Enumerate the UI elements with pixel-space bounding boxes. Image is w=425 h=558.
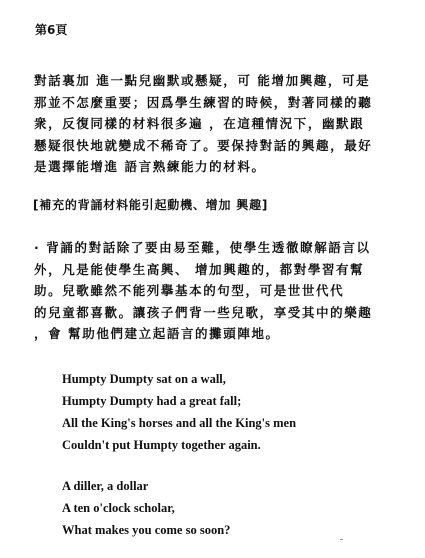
poem-diller-dollar [62,475,230,541]
paragraph-line: 對話裏加 進一點兒幽默或懸疑，可 能增加興趣，可是 [34,73,371,88]
scan-speck [340,539,343,540]
poem-humpty-dumpty [62,368,296,456]
poem-line: All the King's horses and all the King's men [62,416,297,430]
paragraph-line: 衆，反復同樣的材料很多遍 ，在這種情況下，幽默跟 [34,116,365,131]
poem-line: A ten o'clock scholar, [62,501,175,515]
paragraph-line: ，會 幫助他們建立起語言的攤頭陣地。 [34,326,280,341]
paragraph-line: 懸疑很快地就變成不稀奇了。要保持對話的興趣，最好 [34,137,373,153]
poem-line: Couldn't put Humpty together again. [62,438,261,452]
section-heading: [補充的背誦材料能引起動機、增加 興趣] [33,198,269,212]
paragraph-line: 那並不怎麼重要；因爲學生練習的時候，對著同樣的聽 [34,94,373,110]
poem-line: What makes you come so soon? [62,523,231,537]
paragraph-nursery-rhymes [34,237,372,345]
paragraph-line: · 背誦的對話除了要由易至難，使學生透徹瞭解語言以 [34,240,371,255]
paragraph-line: 是選擇能增進 語言熟練能力的材料。 [34,159,266,174]
poem-line: Humpty Dumpty had a great fall; [62,394,242,408]
poem-line: A diller, a dollar [62,479,149,493]
paragraph-line: 外，凡是能使學生高興、 增加興趣的，都對學習有幫 [34,261,365,277]
poem-line: Humpty Dumpty sat on a wall, [62,372,226,386]
page-number-label: 第6頁 [35,23,68,37]
paragraph-line: 助。兒歌雖然不能列擧基本的句型，可是世世代代 [34,283,345,298]
paragraph-line: 的兒童都喜歡。讓孩子們背一些兒歌，享受其中的樂趣 [34,304,373,320]
paragraph-dialogue-interest [34,70,372,178]
